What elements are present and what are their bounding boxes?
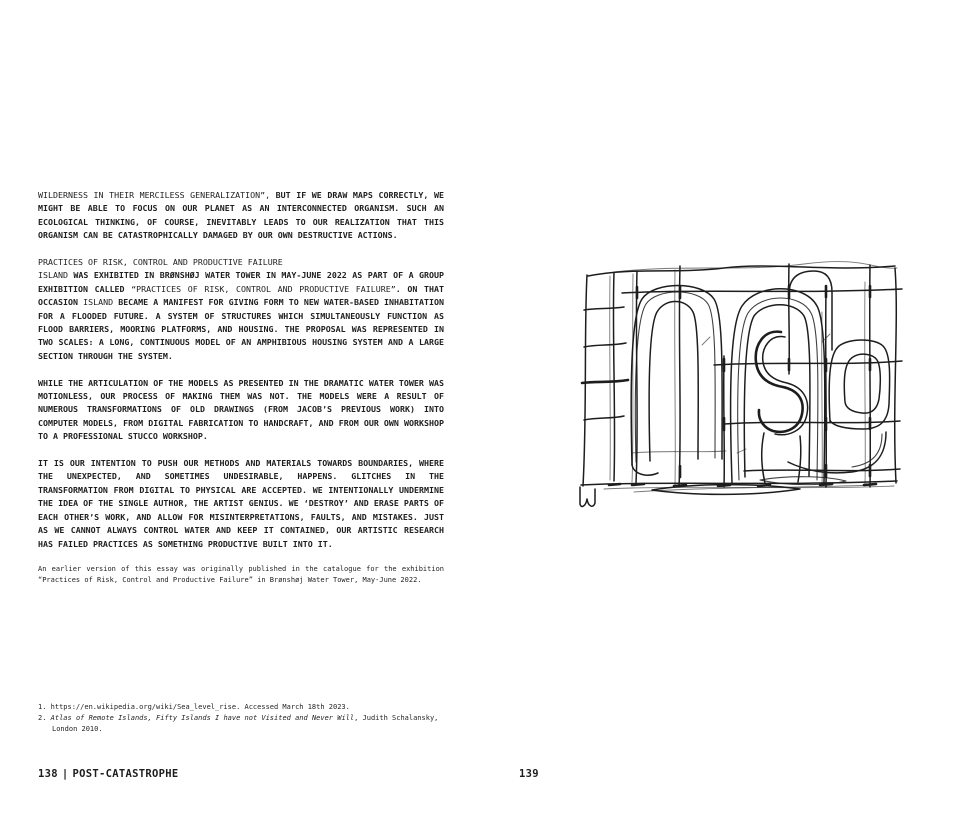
footnote-2: 2. Atlas of Remote Islands, Fifty Islands I have not Visited and Never Will, Judith Schalansky, London 2010. — [38, 713, 439, 733]
publication-note: An earlier version of this essay was originally published in the catalogue for the exhibition “Practices of Risk, Control and Productive Failure” in Brønshøj Water Tower, May-June 2022. — [38, 565, 444, 584]
pipe-separator: | — [61, 768, 69, 780]
chapter-title: POST-CATASTROPHE — [72, 768, 179, 780]
footnotes-list — [38, 702, 450, 735]
sketch-drawing — [574, 252, 908, 516]
paragraph-1: WILDERNESS IN THEIR MERCILESS GENERALIZATION”, BUT IF WE DRAW MAPS CORRECTLY, WE MIGHT BE ABLE TO FOCUS ON OUR PLANET AS AN INTERCONNECTED ORGANISM. SUCH AN ECOLOGICAL THINKING, OF COURSE, INEVITABLY LEADS TO OUR REALIZATION THAT THIS ORGANISM CAN BE CATASTROPHICALLY DAMAGED BY OUR OWN DESTRUCTIVE ACTIONS. — [38, 190, 444, 241]
paragraph-3: WHILE THE ARTICULATION OF THE MODELS AS PRESENTED IN THE DRAMATIC WATER TOWER WAS MOTIONLESS, OUR PROCESS OF MAKING THEM WAS NOT. THE MODELS WERE A RESULT OF NUMEROUS TRANSFORMATIONS OF OLD DRAWINGS (FROM JACOB’S PREVIOUS WORK) INTO COMPUTER MODELS, FROM DIGITAL FABRICATION TO HANDCRAFT, AND FROM OUR OWN WORKSHOP TO A PROFESSIONAL STUCCO WORKSHOP. — [38, 377, 444, 442]
page-number-right: 139 — [519, 768, 539, 780]
sketch-figure — [574, 252, 908, 516]
footnote-1: 1. https://en.wikipedia.org/wiki/Sea_level_rise. Accessed March 18th 2023. — [38, 703, 350, 711]
section-heading: PRACTICES OF RISK, CONTROL AND PRODUCTIVE FAILURE — [38, 257, 283, 268]
left-page-footer — [38, 768, 178, 780]
paragraph-4: IT IS OUR INTENTION TO PUSH OUR METHODS AND MATERIALS TOWARDS BOUNDARIES, WHERE THE UNEXPECTED, AND SOMETIMES UNDESIRABLE, HAPPENS. GLITCHES IN THE TRANSFORMATION FROM DIGITAL TO PHYSICAL ARE ACCEPTED. WE INTENTIONALLY UNDERMINE THE IDEA OF THE SINGLE AUTHOR, THE ARTIST GENIUS. WE ‘DESTROY’ AND ERASE PARTS OF EACH OTHER’S WORK, AND ALLOW FOR MISINTERPRETATIONS, FAULTS, AND MISTAKES. JUST AS WE CANNOT ALWAYS CONTROL WATER AND KEEP IT CONTAINED, OUR ARTISTIC RESEARCH HAS FAILED PRACTICES AS SOMETHING PRODUCTIVE BUILT INTO IT. — [38, 458, 444, 549]
paragraph-2: ISLAND WAS EXHIBITED IN BRØNSHØJ WATER TOWER IN MAY-JUNE 2022 AS PART OF A GROUP EXHIBITION CALLED “PRACTICES OF RISK, CONTROL AND PRODUCTIVE FAILURE”. ON THAT OCCASION ISLAND BECAME A MANIFEST FOR GIVING FORM TO NEW WATER-BASED INHABITATION FOR A FLOODED FUTURE. A SYSTEM OF STRUCTURES WHICH SIMULTANEOUSLY FUNCTION AS FLOOD BARRIERS, MOORING PLATFORMS, AND HOUSING. THE PROPOSAL WAS REPRESENTED IN TWO SCALES: A LONG, CONTINUOUS MODEL OF AN AMPHIBIOUS HOUSING SYSTEM AND A LARGE SECTION THROUGH THE SYSTEM. — [38, 270, 444, 361]
page-number-left: 138 — [38, 768, 58, 780]
essay-text-column — [38, 189, 444, 586]
